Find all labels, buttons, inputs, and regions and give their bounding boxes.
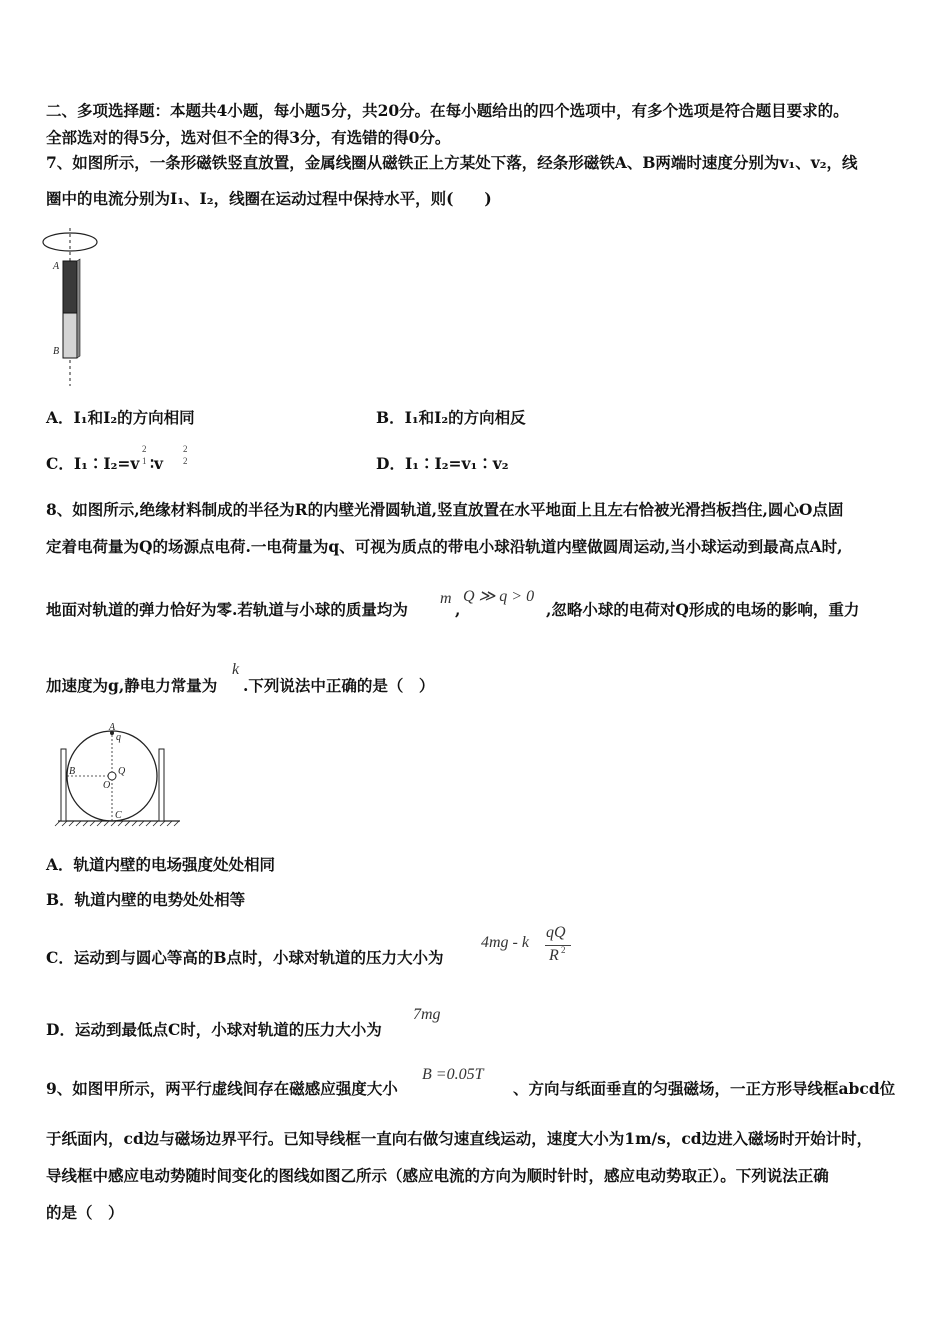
q8-option-c-fraction-bar: [545, 945, 571, 946]
section-header-line2: 全部选对的得5分，选对但不全的得3分，有选错的得0分。: [46, 128, 451, 147]
left-baffle: [61, 749, 66, 821]
fig-label-a: A: [109, 722, 116, 733]
magnet-label-b: B: [53, 346, 60, 357]
q8-stem-line1: 8、如图所示,绝缘材料制成的半径为R的内壁光滑圆轨道,竖直放置在水平地面上且左右恰被光滑挡板挡住,圆心O点固: [46, 500, 844, 519]
q7-option-c[interactable]: [46, 446, 206, 476]
q8-comma: ,: [455, 600, 461, 619]
fig-label-o: O: [103, 780, 111, 791]
q7-option-a[interactable]: A．I₁和I₂的方向相同: [46, 408, 195, 427]
q8-option-c-math-num: qQ: [546, 924, 566, 941]
q7-option-c-sub2: 2: [183, 456, 188, 466]
fig-label-b: B: [69, 766, 76, 777]
q8-math-condition: Q ≫ q > 0: [463, 588, 535, 605]
q8-option-c[interactable]: [46, 924, 586, 970]
q8-math-k: k: [232, 661, 240, 678]
q8-option-c-math-den: R: [549, 947, 559, 964]
q8-stem-line4b: .下列说法中正确的是（ ）: [243, 676, 435, 695]
q7-option-c-text: C．I₁∶I₂=v: [46, 454, 140, 473]
q8-stem-line2: 定着电荷量为Q的场源点电荷.一电荷量为q、可视为质点的带电小球沿轨道内壁做圆周运动,当小球运动到最高点A时,: [46, 537, 843, 556]
q7-magnet-figure: [40, 228, 110, 386]
q9-math-b: B =0.05T: [422, 1066, 484, 1083]
q7-option-c-sub1: 1: [142, 456, 147, 466]
q8-stem-line3b: ,忽略小球的电荷对Q形成的电场的影响，重力: [546, 600, 860, 619]
q9-stem-line2: 于纸面内，cd边与磁场边界平行。已知导线框一直向右做匀速直线运动，速度大小为1m/s，cd边进入磁场时开始计时，: [46, 1129, 873, 1148]
q9-stem-line1a: 9、如图甲所示，两平行虚线间存在磁感应强度大小: [46, 1079, 398, 1098]
q7-stem-line1: 7、如图所示，一条形磁铁竖直放置，金属线圈从磁铁正上方某处下落，经条形磁铁A、B两端时速度分别为v₁、v₂，线: [46, 153, 858, 172]
right-baffle: [159, 749, 164, 821]
q9-stem-line3: 导线框中感应电动势随时间变化的图线如图乙所示（感应电流的方向为顺时针时，感应电动势取正）。下列说法正确: [46, 1166, 829, 1185]
section-header-line1: 二、多项选择题：本题共4小题，每小题5分，共20分。在每小题给出的四个选项中，有多个选项是符合题目要求的。: [46, 101, 849, 120]
q9-stem-line4: 的是（ ）: [46, 1203, 124, 1222]
fig-label-c: C: [115, 810, 122, 821]
q7-option-c-sup2: 2: [183, 444, 188, 454]
q8-option-c-text: C．运动到与圆心等高的B点时，小球对轨道的压力大小为: [46, 948, 444, 967]
q8-option-a[interactable]: A．轨道内壁的电场强度处处相同: [46, 855, 276, 874]
q7-option-d[interactable]: D．I₁∶I₂=v₁∶v₂: [376, 454, 509, 473]
q8-stem-line4a: 加速度为g,静电力常量为: [46, 676, 218, 695]
q8-stem-line3a: 地面对轨道的弹力恰好为零.若轨道与小球的质量均为: [46, 600, 408, 619]
q8-math-m: m: [440, 590, 452, 607]
source-charge: [108, 772, 116, 780]
q8-option-d[interactable]: D．运动到最低点C时，小球对轨道的压力大小为: [46, 1020, 382, 1039]
q8-option-c-math-den-sup: 2: [561, 945, 566, 955]
q9-stem-line1b: 、方向与纸面垂直的匀强磁场，一正方形导线框abcd位: [513, 1079, 896, 1098]
q7-option-c-sup1: 2: [142, 444, 147, 454]
fig-label-qq: Q: [118, 766, 126, 777]
fig-label-q: q: [116, 732, 121, 743]
q7-option-b[interactable]: B．I₁和I₂的方向相反: [376, 408, 526, 427]
magnet-south-half: [63, 313, 77, 358]
q8-option-b[interactable]: B．轨道内壁的电势处处相等: [46, 890, 246, 909]
q8-option-d-math: 7mg: [413, 1006, 441, 1023]
q8-option-c-math-left: 4mg - k: [481, 934, 529, 951]
magnet-label-a: A: [53, 261, 60, 272]
q7-stem-line2: 圈中的电流分别为I₁、I₂，线圈在运动过程中保持水平，则( ): [46, 189, 492, 208]
q8-circle-track-figure: [54, 720, 184, 830]
magnet-north-half: [63, 261, 77, 313]
q7-option-c-mid: ∶v: [150, 454, 164, 473]
